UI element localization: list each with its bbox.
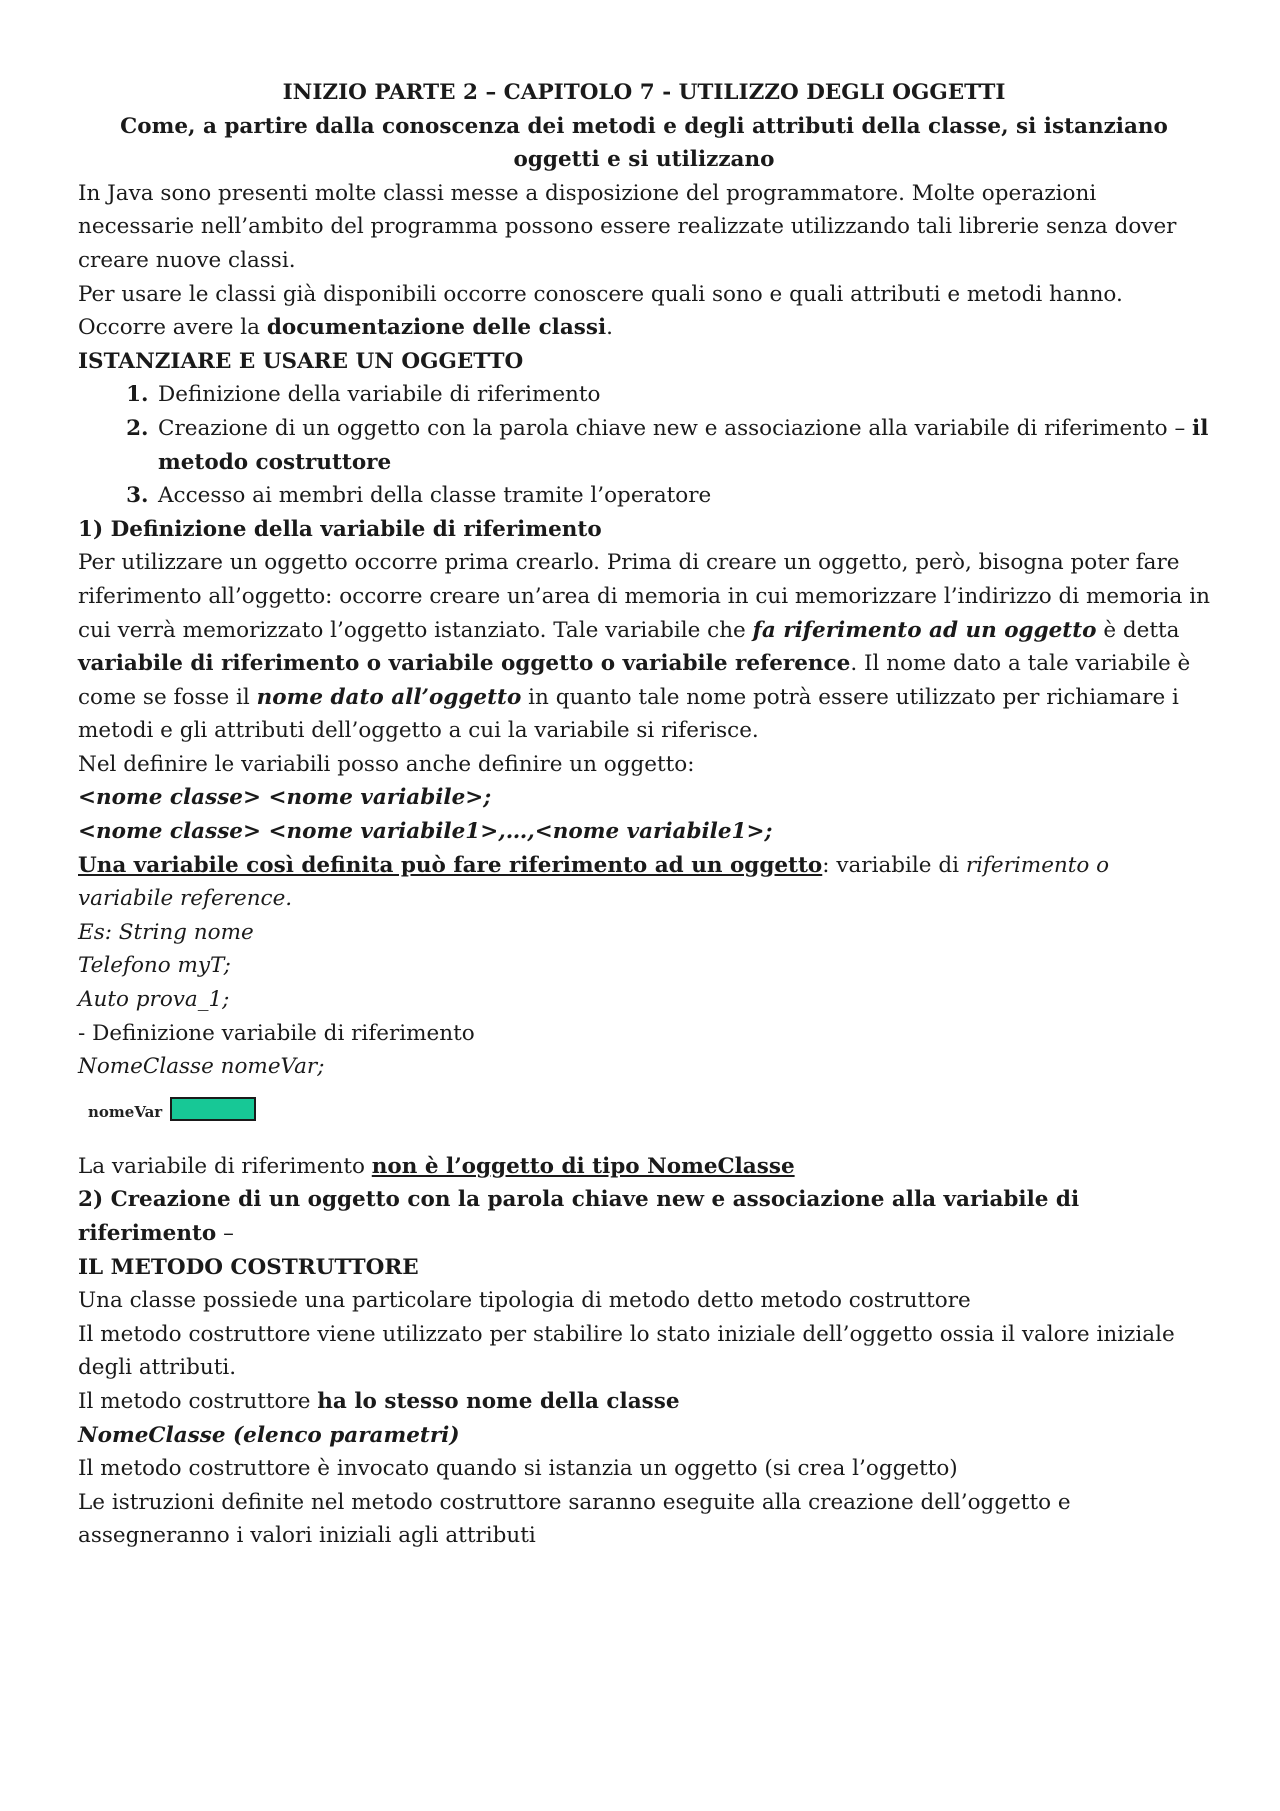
intro-bold-term: documentazione delle classi [266,315,607,341]
not-object-paragraph [78,1150,1210,1184]
constructor-heading [78,1251,1210,1285]
syntax-text: <nome classe> <nome variabile>; [78,785,492,811]
text-run: La variabile di riferimento [78,1153,372,1179]
text-run: Il metodo costruttore [78,1388,318,1414]
text-run: : variabile di [822,852,966,878]
text-run: Per utilizzare un oggetto occorre prima crearlo. Prima di creare un oggetto, però, bisogna poter fare riferimento all’oggetto: occorre creare un’area di memoria in cui memorizzare l’indirizzo di memoria in cui verrà memorizzato l’oggetto istanziato. Tale variabile che [78,550,1210,643]
example-text: Telefono myT; [78,953,231,979]
example-text: Auto prova_1; [78,987,230,1013]
intro-period: . [606,315,613,341]
text-run: è detta [1096,617,1180,643]
intro-paragraph-2 [78,278,1210,345]
bold-term: variabile di riferimento o variabile oggetto o variabile reference [78,651,851,677]
definition-code [78,1050,1210,1084]
syntax-line-2 [78,815,1210,849]
code-text: NomeClasse nomeVar; [78,1054,325,1080]
document-page [78,76,1210,1553]
step-2-bold: il metodo costruttore [158,415,1209,475]
document-title: INIZIO PARTE 2 – CAPITOLO 7 - UTILIZZO DEGLI OGGETTI [282,80,1006,105]
syntax-line-1 [78,781,1210,815]
memory-cell-box [170,1097,256,1121]
bold-italic-term: nome dato all’oggetto [256,684,522,710]
heading-text: 2) Creazione di un oggetto con la parola chiave new e associazione alla variabile di riferimento [78,1187,1080,1246]
figure-label: nomeVar [88,1102,163,1121]
underlined-bold-term: Una variabile così definita può fare riferimento ad un oggetto [78,852,823,878]
definition-label: - Definizione variabile di riferimento [78,1020,475,1046]
syntax-text: NomeClasse (elenco parametri) [78,1422,460,1448]
step-item-3: 3. Accesso ai membri della classe tramite l’operatore [156,479,1210,513]
heading-text: IL METODO COSTRUTTORE [78,1254,419,1280]
text-run: in quanto tale nome potrà essere utilizzato per richiamare i metodi e gli attributi dell’oggetto a cui la variabile si riferisce. [78,684,1179,744]
italic-term: riferimento o variabile reference. [78,852,1110,912]
reference-variable-paragraph [78,849,1210,916]
section-1-paragraph [78,546,1210,748]
step-item-1: 1. Definizione della variabile di riferimento [156,378,1210,412]
heading-text: 1) Definizione della variabile di riferimento [78,516,602,542]
constructor-syntax [78,1419,1210,1453]
subtitle-line-1: Come, a partire dalla conoscenza dei metodi e degli attributi della classe, si istanziano [120,113,1168,139]
example-line-2 [78,949,1210,983]
underlined-bold-term: non è l’oggetto di tipo NomeClasse [371,1153,795,1179]
define-object-paragraph: Nel definire le variabili posso anche definire un oggetto: [78,751,695,777]
section-1-heading [78,513,1210,547]
example-line-1 [78,916,1210,950]
section-2-heading [78,1183,1210,1250]
constructor-paragraph-5: Le istruzioni definite nel metodo costruttore saranno eseguite alla creazione dell’oggetto e assegneranno i valori iniziali agli attributi [78,1489,1071,1549]
document-subtitle [78,110,1210,177]
steps-list [78,378,1210,512]
heading-dash: – [216,1221,234,1246]
constructor-paragraph-3 [78,1385,1210,1419]
subtitle-line-2: oggetti e si utilizzano [513,147,775,173]
constructor-paragraph-2: Il metodo costruttore viene utilizzato per stabilire lo stato iniziale dell’oggetto ossia il valore iniziale degli attributi. [78,1321,1175,1381]
heading-text: ISTANZIARE E USARE UN OGGETTO [78,348,524,374]
step-2-text: Creazione di un oggetto con la parola chiave new e associazione alla variabile di riferimento – [158,415,1193,441]
example-line-3 [78,983,1210,1017]
constructor-paragraph-1: Una classe possiede una particolare tipologia di metodo detto metodo costruttore [78,1288,971,1314]
example-text: Es: String nome [78,919,254,945]
intro-paragraph-1: In Java sono presenti molte classi messe a disposizione del programmatore. Molte operazioni necessarie nell’ambito del programma possono essere realizzate utilizzando tali librerie senza dover creare nuove classi. [78,180,1177,273]
syntax-text: <nome classe> <nome variabile1>,…,<nome variabile1>; [78,819,773,845]
step-item-2 [156,412,1210,479]
section-instantiate-heading [78,345,1210,379]
reference-variable-figure [78,1084,1210,1150]
text-run: . Il nome dato a tale variabile è come se fosse il [78,651,1191,710]
intro-text: Per usare le classi già disponibili occorre conoscere quali sono e quali attributi e metodi hanno. Occorre avere la [78,281,1123,341]
constructor-paragraph-4: Il metodo costruttore è invocato quando si istanzia un oggetto (si crea l’oggetto) [78,1456,958,1482]
bold-italic-term: fa riferimento ad un oggetto [752,617,1097,643]
bold-term: ha lo stesso nome della classe [317,1388,680,1414]
